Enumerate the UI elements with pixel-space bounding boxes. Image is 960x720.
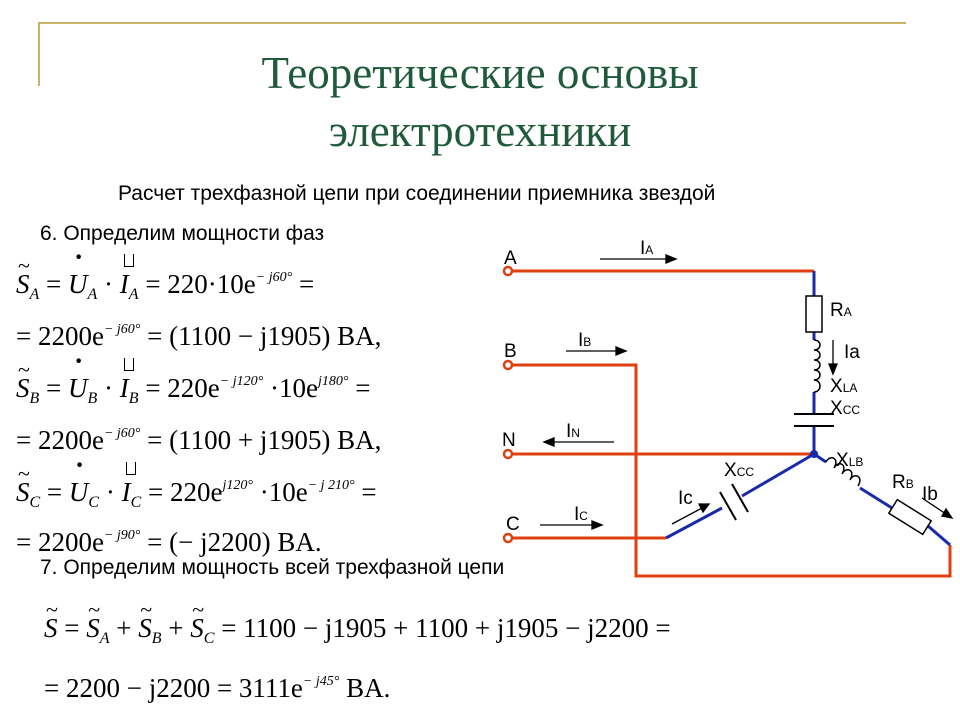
step-6-heading: 6. Определим мощности фаз xyxy=(40,222,325,245)
terminal-b-dot xyxy=(504,361,512,369)
formula-sc-result-exp: − j90° xyxy=(103,528,141,543)
label-rb: RB xyxy=(892,472,914,493)
title-line-2: электротехники xyxy=(328,106,632,156)
formula-total-plus1: + xyxy=(109,613,139,643)
terminal-n-dot xyxy=(504,450,512,458)
formula-sb-exp1: − j120° xyxy=(219,374,264,389)
arrow-ia-load-head xyxy=(829,364,837,374)
formula-total-result-base: = 2200 − j2200 = 3111e xyxy=(44,673,303,703)
formula-total-sc: ~ S xyxy=(190,612,204,644)
label-terminal-n: N xyxy=(502,430,516,451)
formula-total-symbol: ~ S xyxy=(44,612,58,644)
label-ia: Ia xyxy=(844,342,860,363)
arrow-ia-head xyxy=(666,255,676,263)
formula-sc-value: = 220e xyxy=(141,477,223,507)
label-terminal-a: A xyxy=(504,248,517,269)
label-current-b: IB xyxy=(578,330,592,351)
circuit-labels xyxy=(502,238,938,535)
formula-sb-current-sub: B xyxy=(128,390,139,407)
label-terminal-b: B xyxy=(504,341,517,362)
formula-sb-result-exp: − j60° xyxy=(103,426,141,441)
formula-total-plus2: + xyxy=(161,613,191,643)
neutral-node xyxy=(810,450,818,458)
label-xcc-c: XCC xyxy=(724,460,755,481)
current-arrows xyxy=(540,255,952,529)
formula-sb: ~ $S_B$ = · $U_B \cdot I_B = 220e^{- j120^\circ} \cdot 10e^{j180^\circ}$ = xyxy=(16,366,370,415)
arrow-ib-load-head xyxy=(942,509,952,518)
formula-sb-voltage-sub: B xyxy=(87,390,98,407)
terminal-c-dot xyxy=(504,534,512,542)
label-ib: Ib xyxy=(922,484,938,505)
formula-sa-voltage: · U xyxy=(68,268,88,300)
formula-total-eq: = xyxy=(57,613,87,643)
formula-sc-result-value: = (− j2200) BA. xyxy=(140,527,322,557)
formula-sa-symbol: ~ S xyxy=(16,268,30,300)
formula-total-sb-sub: B xyxy=(151,630,162,647)
formula-sa-voltage-sub: A xyxy=(87,286,98,303)
formula-sc-symbol: ~ S xyxy=(16,476,30,508)
formula-sc-end: = xyxy=(354,477,377,507)
formula-sc: ~ $S_C$ = · $U_C \cdot I_C = 220e^{j120^\circ} \cdot 10e^{- j 210^\circ}$ = xyxy=(16,470,377,519)
label-xcc-a: XCC xyxy=(830,398,861,419)
arrow-ib-head xyxy=(616,347,626,355)
arrow-in-head xyxy=(544,438,554,446)
formula-sb-symbol: ~ S xyxy=(16,372,30,404)
formula-sc-exp1: j120° xyxy=(222,478,253,493)
arrow-ic-head xyxy=(592,521,602,529)
formula-sb-mid: ·10e xyxy=(263,373,318,403)
formula-sc-exp2: − j 210° xyxy=(307,478,355,493)
terminals xyxy=(504,267,512,542)
formula-sc-result-base: = 2200e xyxy=(16,527,104,557)
step-7-heading: 7. Определим мощность всей трехфазной цепи xyxy=(40,556,505,579)
formula-sc-voltage: · U xyxy=(69,476,89,508)
formula-total-sc-sub: C xyxy=(203,630,215,647)
formula-sa-current: I xyxy=(119,269,129,299)
label-xlb: XLB xyxy=(836,450,864,471)
arrow-ic-load-head xyxy=(699,504,709,512)
inductor-xla xyxy=(814,340,820,392)
label-current-c: IC xyxy=(574,504,588,525)
formula-sb-voltage: · U xyxy=(68,372,88,404)
capacitor-c-plate2 xyxy=(720,492,736,520)
resistor-ra xyxy=(806,296,822,332)
supply-wires xyxy=(510,271,950,576)
formula-total-result-exp: − j45° xyxy=(302,674,340,689)
label-ic: Ic xyxy=(678,488,693,509)
load-wire-b3 xyxy=(928,526,950,545)
formula-sa-result-value: = (1100 − j1905) BA, xyxy=(140,321,382,351)
formula-sc-sub: C xyxy=(29,494,41,511)
formula-sb-end: = xyxy=(348,373,371,403)
formula-total-sa-sub: A xyxy=(99,630,110,647)
formula-sb-current: I xyxy=(119,373,129,403)
formula-sc-mid: ·10e xyxy=(252,477,308,507)
label-current-n: IN xyxy=(566,421,580,442)
formula-sa-value: = 220·10e xyxy=(138,269,256,299)
formula-total-result-value: BA. xyxy=(339,673,391,703)
label-ra: RA xyxy=(830,300,852,321)
formula-total-sa: ~ S xyxy=(86,612,100,644)
title-line-1: Теоретические основы xyxy=(261,48,699,98)
formula-total-sb: ~ S xyxy=(138,612,152,644)
formula-sb-sub: B xyxy=(29,390,40,407)
formula-sc-current-sub: C xyxy=(130,494,142,511)
label-xla: XLA xyxy=(830,376,858,397)
slide-subtitle: Расчет трехфазной цепи при соединении приемника звездой xyxy=(118,182,716,205)
formula-total-value: = 1100 − j1905 + 1100 + j1905 − j2200 = xyxy=(214,613,671,643)
formula-sa-end: = xyxy=(292,269,315,299)
formula-sa-result-base: = 2200e xyxy=(16,321,104,351)
formula-sa-result-exp: − j60° xyxy=(103,322,141,337)
label-terminal-c: C xyxy=(506,514,520,535)
formula-sc-voltage-sub: C xyxy=(88,494,100,511)
formula-sa: ~ $S_A$ = · $U_A \cdot I_A = 220\cdot 10e^{- j60^\circ}$ = xyxy=(16,262,314,311)
formula-sb-result-value: = (1100 + j1905) BA, xyxy=(140,425,382,455)
formula-sc-current: I xyxy=(121,477,131,507)
formula-sa-exp: − j60° xyxy=(255,270,293,285)
formula-sa-sub: A xyxy=(29,286,40,303)
load-wire-b2 xyxy=(860,488,892,508)
label-current-a: IA xyxy=(640,238,654,259)
capacitor-c-plate1 xyxy=(732,484,748,512)
formula-sb-value: = 220e xyxy=(138,373,220,403)
formula-sa-current-sub: A xyxy=(128,286,139,303)
formula-sb-result-base: = 2200e xyxy=(16,425,104,455)
formula-sb-exp2: j180° xyxy=(317,374,349,389)
